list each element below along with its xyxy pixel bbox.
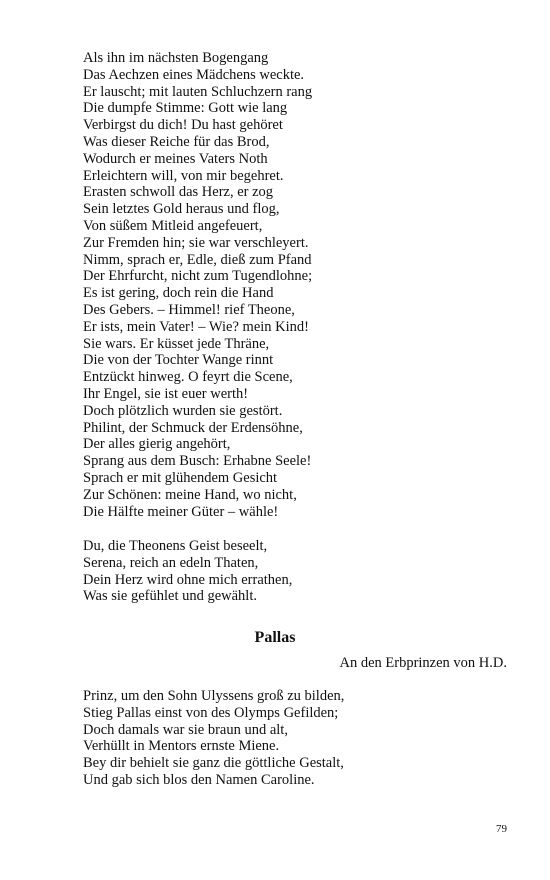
poem-line: Erasten schwoll das Herz, er zog bbox=[83, 184, 274, 201]
poem-line: Und gab sich blos den Namen Caroline. bbox=[83, 771, 315, 788]
poem-line: Bey dir behielt sie ganz die göttliche Gestalt, bbox=[83, 755, 344, 772]
poem-line: Serena, reich an edeln Thaten, bbox=[83, 554, 259, 571]
poem-dedication: An den Erbprinzen von H.D. bbox=[339, 655, 507, 671]
poem-line: Als ihn im nächsten Bogengang bbox=[83, 50, 269, 66]
poem-line: Wodurch er meines Vaters Noth bbox=[83, 150, 268, 167]
poem-line: Zur Schönen: meine Hand, wo nicht, bbox=[83, 486, 297, 503]
poem-line: Was sie gefühlet und gewählt. bbox=[83, 588, 257, 605]
poem-line: Das Aechzen eines Mädchens weckte. bbox=[83, 66, 305, 83]
poem-line: Erleichtern will, von mir begehret. bbox=[83, 167, 284, 184]
poem-line: Was dieser Reiche für das Brod, bbox=[83, 133, 270, 150]
poem-line: Sie wars. Er küsset jede Thräne, bbox=[83, 335, 270, 352]
poem-line: Nimm, sprach er, Edle, dieß zum Pfand bbox=[83, 251, 312, 268]
poem-line: Die dumpfe Stimme: Gott wie lang bbox=[83, 100, 288, 117]
poem-line: Die von der Tochter Wange rinnt bbox=[83, 352, 274, 369]
poem-line: Es ist gering, doch rein die Hand bbox=[83, 285, 274, 302]
poem-line: Von süßem Mitleid angefeuert, bbox=[83, 217, 263, 234]
poem-line: Prinz, um den Sohn Ulyssens groß zu bilden, bbox=[83, 688, 345, 704]
poem-line: Du, die Theonens Geist beseelt, bbox=[83, 538, 268, 554]
poem-line: Philint, der Schmuck der Erdensöhne, bbox=[83, 419, 303, 436]
poem-line: Zur Fremden hin; sie war verschleyert. bbox=[83, 234, 309, 251]
poem-line: Er lauscht; mit lauten Schluchzern rang bbox=[83, 83, 313, 100]
poem-line: Des Gebers. – Himmel! rief Theone, bbox=[83, 301, 295, 318]
poem-stanza-2 bbox=[83, 538, 513, 605]
poem-line: Sprang aus dem Busch: Erhabne Seele! bbox=[83, 453, 312, 470]
poem-line: Entzückt hinweg. O feyrt die Scene, bbox=[83, 369, 293, 386]
poem-line: Dein Herz wird ohne mich errathen, bbox=[83, 571, 293, 588]
poem-line: Er ists, mein Vater! – Wie? mein Kind! bbox=[83, 318, 309, 335]
poem-line: Verhüllt in Mentors ernste Miene. bbox=[83, 738, 280, 755]
poem-line: Der alles gierig angehört, bbox=[83, 436, 231, 453]
poem-line: Stieg Pallas einst von des Olymps Gefilden; bbox=[83, 704, 339, 721]
poem-line: Der Ehrfurcht, nicht zum Tugendlohne; bbox=[83, 268, 313, 285]
poem-stanza-3 bbox=[83, 688, 513, 789]
poem-line: Ihr Engel, sie ist euer werth! bbox=[83, 385, 249, 402]
poem-line: Die Hälfte meiner Güter – wähle! bbox=[83, 503, 279, 520]
poem-line: Doch damals war sie braun und alt, bbox=[83, 721, 288, 738]
poem-line: Verbirgst du dich! Du hast gehöret bbox=[83, 117, 283, 134]
poem-title: Pallas bbox=[254, 629, 296, 646]
poem-line: Doch plötzlich wurden sie gestört. bbox=[83, 402, 283, 419]
poem-line: Sein letztes Gold heraus und flog, bbox=[83, 201, 280, 218]
poem-stanza-1 bbox=[83, 50, 513, 520]
page-number: 79 bbox=[496, 823, 507, 835]
poem-line: Sprach er mit glühendem Gesicht bbox=[83, 469, 278, 486]
